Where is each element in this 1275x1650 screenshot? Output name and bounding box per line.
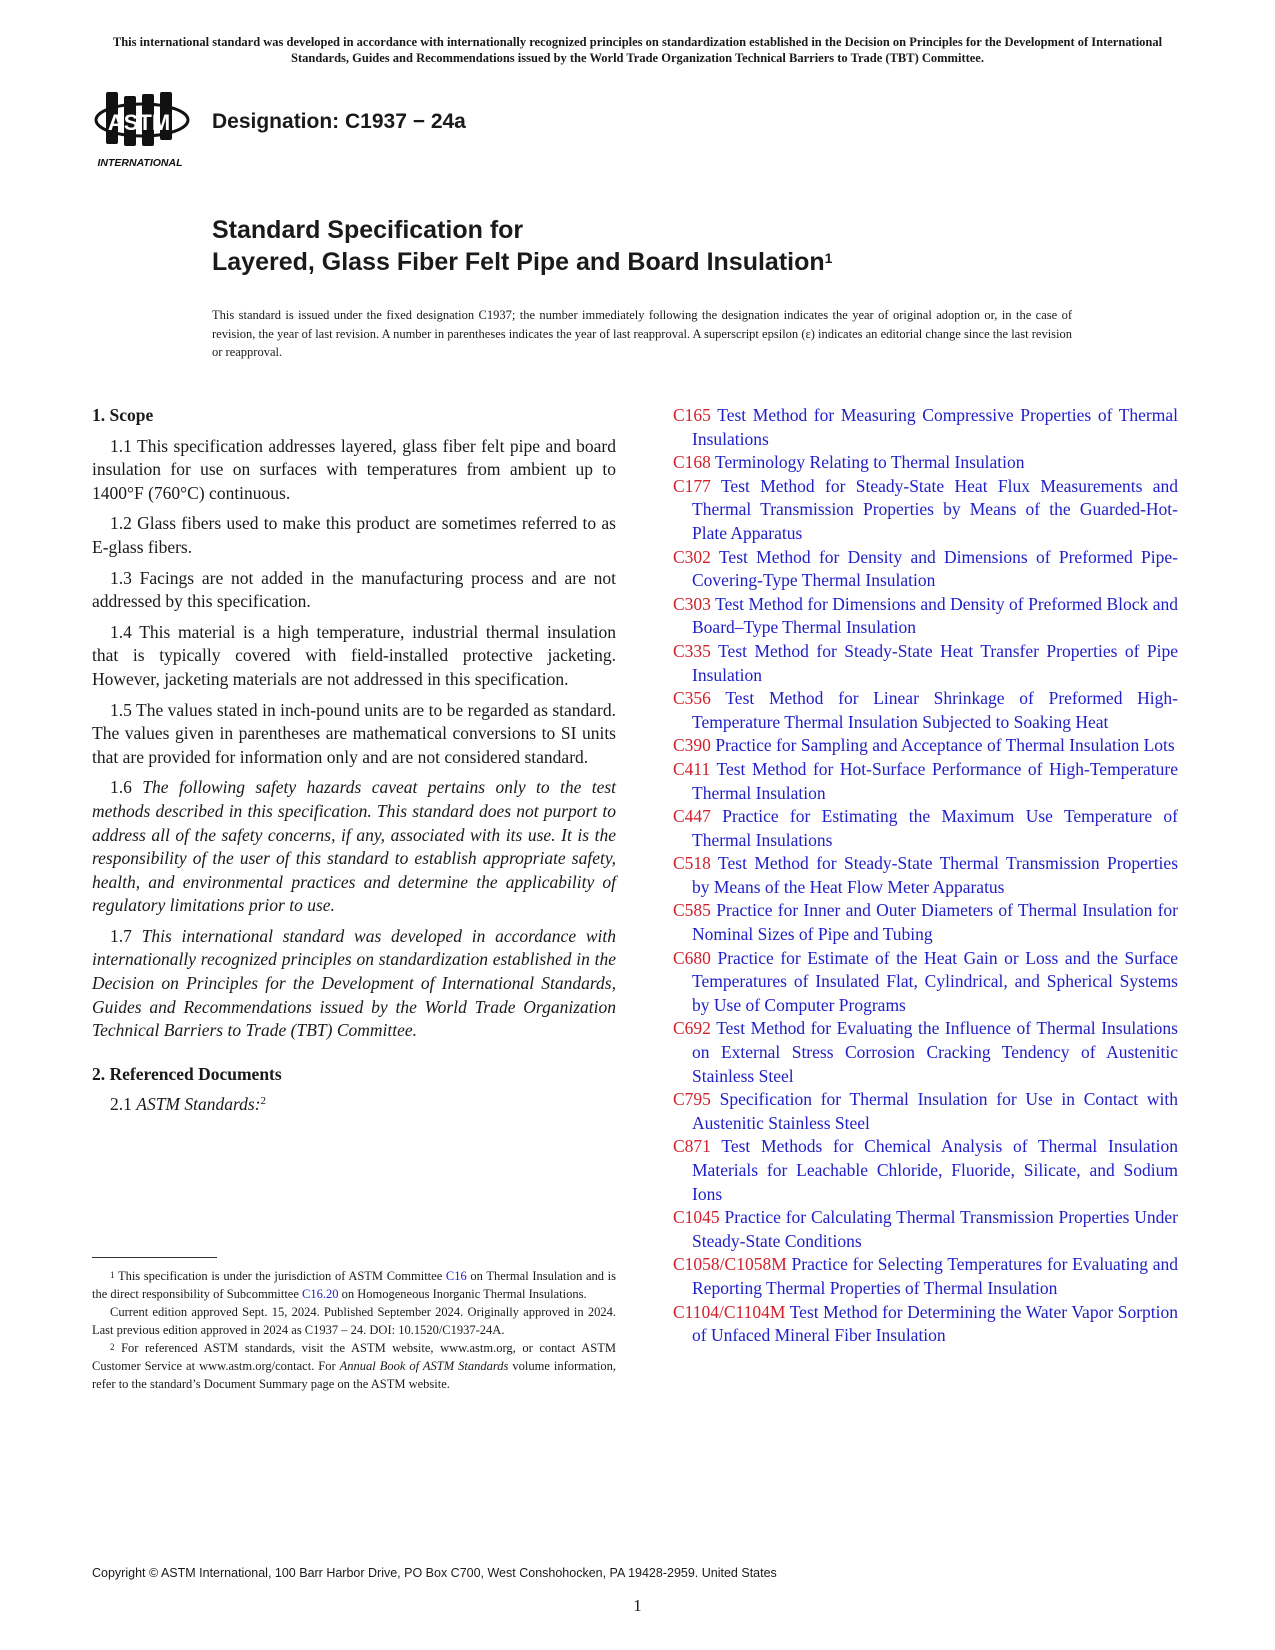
reference-code[interactable]: C390 (673, 735, 711, 756)
reference-item[interactable] (673, 640, 1178, 687)
reference-code[interactable]: C447 (673, 806, 711, 827)
document-title (212, 214, 832, 278)
reference-title[interactable]: Test Method for Measuring Compressive Properties of Thermal Insulations (692, 405, 1178, 449)
reference-item[interactable] (673, 852, 1178, 899)
astm-logo (92, 82, 192, 172)
astm-logo-icon (92, 82, 192, 172)
reference-title[interactable]: Test Method for Dimensions and Density of Preformed Block and Board–Type Thermal Insulation (692, 593, 1178, 638)
reference-title[interactable]: Test Method for Linear Shrinkage of Preformed High-Temperature Thermal Insulation Subjected to Soaking Heat (692, 688, 1178, 732)
reference-title[interactable]: Terminology Relating to Thermal Insulation (715, 452, 1025, 473)
footnote-1-text-b: on Thermal Insulation and is the direct responsibility of Subcommittee (92, 1269, 617, 1301)
footnote-2-italic: Annual Book of ASTM Standards (339, 1359, 509, 1373)
reference-title[interactable]: Practice for Selecting Temperatures for Evaluating and Reporting Thermal Properties of Thermal Insulation (692, 1254, 1179, 1298)
referenced-documents-heading: 2. Referenced Documents (92, 1063, 282, 1084)
reference-item[interactable] (673, 687, 1178, 734)
footnote-1-text-c: on Homogeneous Inorganic Thermal Insulations. (341, 1287, 587, 1301)
scope-1-6-text: The following safety hazards caveat pertains only to the test methods described in this specification. This standard does not purport to address all of the safety concerns, if any, associated with its use. It is the responsibility of the user of this standard to establish appropriate safety, health, and environmental practices and determine the applicability of regulatory limitations prior to use. (92, 777, 617, 916)
reference-code[interactable]: C411 (673, 758, 711, 779)
subheading-label: ASTM Standards: (136, 1094, 261, 1115)
footnote-2 (92, 1339, 616, 1393)
reference-title[interactable]: Test Method for Steady-State Thermal Transmission Properties by Means of the Heat Flow Meter Apparatus (692, 853, 1178, 897)
reference-code[interactable]: C1045 (673, 1207, 720, 1228)
reference-code[interactable]: C1104/C1104M (673, 1301, 786, 1322)
scope-1-4: 1.4 This material is a high temperature, industrial thermal insulation that is typically covered with field-installed protective jacketing. However, jacketing materials are not addressed in this specification. (92, 621, 616, 689)
reference-code[interactable]: C795 (673, 1089, 711, 1110)
reference-item[interactable] (673, 1088, 1178, 1135)
reference-code[interactable]: C692 (673, 1018, 711, 1039)
footnote-1 (92, 1267, 616, 1303)
footnote-1-marker: 1 (110, 1270, 115, 1280)
top-notice: This international standard was developed in accordance with internationally recognized principles on standardization established in the Decision on Principles for the Development of International Standards, Guides and Recommendations issued by the World Trade Organization Technical Barriers to Trade (TBT) Committee. (112, 35, 1163, 65)
title-line-1: Standard Specification for (212, 216, 524, 244)
reference-title[interactable]: Specification for Thermal Insulation for Use in Contact with Austenitic Stainless Steel (692, 1089, 1178, 1133)
edition-note: Current edition approved Sept. 15, 2024. Published September 2024. Originally approved in 2024. Last previous edition approved in 2024 as C1937 – 24. DOI: 10.1520/C1937-24A. (92, 1305, 616, 1337)
reference-code[interactable]: C335 (673, 640, 711, 661)
reference-title[interactable]: Practice for Calculating Thermal Transmission Properties Under Steady-State Conditions (692, 1207, 1179, 1251)
reference-title[interactable]: Test Method for Hot-Surface Performance of High-Temperature Thermal Insulation (692, 758, 1178, 803)
reference-item[interactable] (673, 758, 1178, 805)
reference-title[interactable]: Practice for Inner and Outer Diameters of Thermal Insulation for Nominal Sizes of Pipe and Tubing (692, 900, 1178, 945)
reference-item[interactable] (673, 475, 1178, 546)
reference-item[interactable] (673, 947, 1178, 1018)
reference-item[interactable] (673, 451, 1178, 475)
reference-code[interactable]: C871 (673, 1136, 711, 1157)
footnote-2-text-b: volume information, refer to the standard’s Document Summary page on the ASTM website. (92, 1359, 617, 1391)
reference-code[interactable]: C1058/C1058M (673, 1254, 787, 1275)
subcommittee-link[interactable]: C16.20 (302, 1287, 339, 1301)
reference-code[interactable]: C177 (673, 475, 711, 496)
reference-item[interactable] (673, 1301, 1178, 1348)
reference-title[interactable]: Test Method for Density and Dimensions of Preformed Pipe-Covering-Type Thermal Insulation (692, 546, 1179, 591)
reference-title[interactable]: Test Methods for Chemical Analysis of Thermal Insulation Materials for Leachable Chloride, Fluoride, Silicate, and Sodium Ions (692, 1136, 1179, 1204)
reference-title[interactable]: Test Method for Steady-State Heat Transfer Properties of Pipe Insulation (692, 640, 1179, 685)
reference-title[interactable]: Practice for Sampling and Acceptance of Thermal Insulation Lots (715, 735, 1175, 756)
reference-item[interactable] (673, 1206, 1178, 1253)
left-column (92, 404, 616, 1124)
reference-title[interactable]: Test Method for Steady-State Heat Flux Measurements and Thermal Transmission Properties by Means of the Guarded-Hot-Plate Apparatus (692, 475, 1178, 543)
reference-title[interactable]: Test Method for Evaluating the Influence of Thermal Insulations on External Stress Corrosion Cracking Tendency of Austenitic Stainless Steel (692, 1018, 1178, 1086)
footnote-2-marker: 2 (110, 1342, 115, 1352)
scope-1-7 (92, 925, 616, 1043)
reference-code[interactable]: C356 (673, 688, 711, 709)
title-line-2: Layered, Glass Fiber Felt Pipe and Board Insulation (212, 248, 825, 276)
scope-heading: 1. Scope (92, 405, 154, 425)
footnotes (92, 1267, 616, 1393)
designation: Designation: C1937 − 24a (212, 110, 466, 133)
committee-link[interactable]: C16 (445, 1269, 467, 1283)
subheading-num: 2.1 (110, 1094, 132, 1115)
reference-item[interactable] (673, 1135, 1178, 1206)
scope-1-2: 1.2 Glass fibers used to make this product are sometimes referred to as E-glass fibers. (92, 513, 616, 557)
logo-letters: ASTM (107, 110, 171, 135)
title-footnote-ref[interactable]: 1 (824, 250, 833, 266)
scope-1-6 (92, 776, 616, 918)
reference-code[interactable]: C165 (673, 405, 711, 425)
reference-code[interactable]: C680 (673, 947, 711, 968)
reference-item[interactable] (673, 899, 1178, 946)
reference-title[interactable]: Practice for Estimating the Maximum Use Temperature of Thermal Insulations (692, 806, 1179, 850)
reference-item[interactable] (673, 593, 1178, 640)
reference-code[interactable]: C303 (673, 593, 711, 614)
reference-code[interactable]: C168 (673, 452, 711, 473)
scope-1-7-num: 1.7 (110, 925, 132, 946)
footnote-1-text-a: This specification is under the jurisdiction of ASTM Committee (117, 1269, 443, 1283)
page-number: 1 (633, 1596, 642, 1615)
copyright: Copyright © ASTM International, 100 Barr Harbor Drive, PO Box C700, West Conshohocken, PA 19428-2959. United States (92, 1566, 777, 1580)
scope-1-5: 1.5 The values stated in inch-pound units are to be regarded as standard. The values given in parentheses are mathematical conversions to SI units that are provided for information only and are not considered standard. (92, 699, 616, 767)
reference-item[interactable] (673, 805, 1178, 852)
reference-item[interactable] (673, 1253, 1178, 1300)
reference-item[interactable] (673, 734, 1178, 758)
footnote-2-text-a: For referenced ASTM standards, visit the ASTM website, www.astm.org, or contact ASTM Customer Service at www.astm.org/contact. For (92, 1341, 617, 1373)
subheading-footnote-ref[interactable]: 2 (260, 1095, 267, 1108)
astm-standards-subheading (92, 1093, 616, 1117)
reference-code[interactable]: C518 (673, 853, 711, 874)
issued-note: This standard is issued under the fixed designation C1937; the number immediately following the designation indicates the year of original adoption or, in the case of revision, the year of last revision. A number in parentheses indicates the year of last reapproval. A superscript epsilon (ε) indicates an editorial change since the last revision or reapproval. (212, 308, 1072, 359)
scope-1-1: 1.1 This specification addresses layered, glass fiber felt pipe and board insulation for use on surfaces with temperatures from ambient up to 1400°F (760°C) continuous. (92, 435, 616, 503)
reference-title[interactable]: Test Method for Determining the Water Vapor Sorption of Unfaced Mineral Fiber Insulation (692, 1301, 1178, 1346)
scope-1-6-num: 1.6 (110, 777, 132, 798)
reference-list (673, 404, 1178, 1348)
footnote-divider (92, 1257, 217, 1258)
reference-item[interactable] (673, 1017, 1178, 1088)
reference-code[interactable]: C585 (673, 900, 711, 921)
scope-1-3: 1.3 Facings are not added in the manufacturing process and are not addressed by this specification. (92, 567, 616, 612)
logo-subtitle: INTERNATIONAL (97, 157, 183, 169)
scope-1-7-text: This international standard was developed in accordance with internationally recognized principles on standardization established in the Decision on Principles for the Development of International Standards, Guides and Recommendations issued by the World Trade Organization Technical Barriers to Trade (TBT) Committee. (92, 925, 617, 1041)
reference-title[interactable]: Practice for Estimate of the Heat Gain or Loss and the Surface Temperatures of Insulated Flat, Cylindrical, and Spherical Systems by Use of Computer Programs (692, 947, 1178, 1015)
reference-item[interactable] (673, 546, 1178, 593)
reference-item[interactable] (673, 404, 1178, 451)
reference-code[interactable]: C302 (673, 546, 711, 567)
